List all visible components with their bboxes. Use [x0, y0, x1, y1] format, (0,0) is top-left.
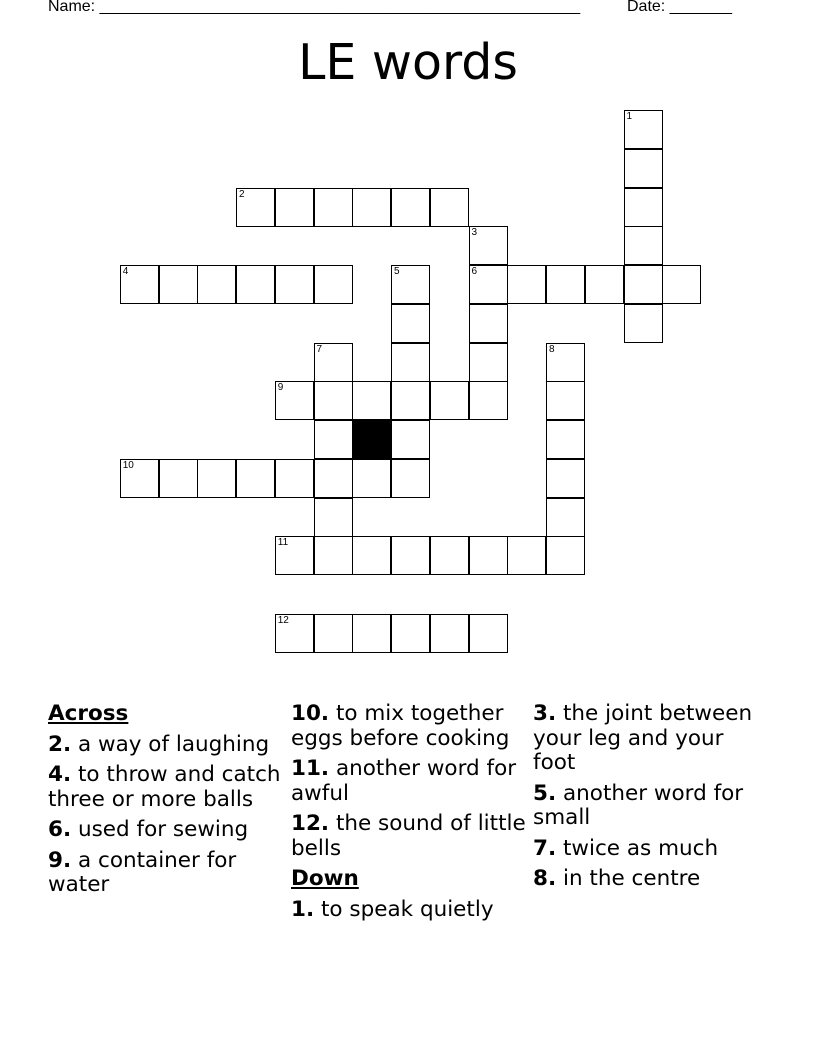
grid-cell[interactable]	[275, 381, 314, 420]
grid-cell[interactable]	[275, 265, 314, 304]
cell-number: 10	[122, 459, 134, 471]
clue-down-1	[291, 898, 527, 923]
down-heading: Down	[291, 866, 359, 891]
clue-text: another word for small	[533, 780, 744, 830]
grid-cell[interactable]	[391, 265, 430, 304]
clue-text: another word for awful	[291, 756, 517, 806]
grid-cell[interactable]	[120, 459, 159, 498]
grid-cell[interactable]	[469, 381, 508, 420]
grid-cell[interactable]	[624, 188, 663, 227]
grid-cell[interactable]	[546, 459, 585, 498]
grid-cell[interactable]	[469, 304, 508, 343]
grid-cell[interactable]	[624, 265, 663, 304]
clue-text: the joint between your leg and your foot	[533, 701, 753, 775]
across-heading: Across	[48, 701, 129, 726]
grid-cell[interactable]	[391, 343, 430, 382]
grid-cell[interactable]	[236, 188, 275, 227]
clue-number: 4.	[48, 762, 72, 787]
clue-number: 11.	[291, 756, 330, 781]
clue-across-2	[48, 733, 288, 758]
grid-cell[interactable]	[275, 614, 314, 653]
cell-number: 5	[394, 266, 400, 277]
grid-cell[interactable]	[430, 188, 469, 227]
grid-cell[interactable]	[391, 304, 430, 343]
grid-cell[interactable]	[546, 536, 585, 575]
clue-number: 2.	[48, 731, 72, 757]
grid-cell[interactable]	[314, 498, 353, 537]
date-field-label[interactable]: Date: _______	[627, 0, 732, 15]
grid-cell[interactable]	[314, 420, 353, 459]
grid-cell[interactable]	[391, 188, 430, 227]
grid-cell[interactable]	[430, 536, 469, 575]
clue-down-7	[533, 837, 753, 862]
grid-cell[interactable]	[236, 459, 275, 498]
cell-number: 11	[277, 537, 289, 549]
grid-cell[interactable]	[352, 536, 391, 575]
clue-number: 10.	[291, 701, 330, 726]
clue-number: 5.	[533, 780, 557, 806]
clues-column-1	[48, 702, 288, 904]
clue-number: 8.	[533, 866, 557, 891]
clue-text: to speak quietly	[320, 896, 494, 922]
grid-cell[interactable]	[391, 420, 430, 459]
clue-down-8	[533, 867, 753, 892]
cell-number: 2	[239, 188, 245, 200]
clue-number: 12.	[291, 811, 330, 836]
grid-cell[interactable]	[352, 188, 391, 227]
clue-down-5	[533, 782, 753, 831]
clue-number: 6.	[48, 817, 72, 842]
clues-column-3	[533, 702, 753, 898]
grid-cell[interactable]	[314, 343, 353, 382]
grid-cell[interactable]	[391, 536, 430, 575]
grid-cell[interactable]	[469, 343, 508, 382]
grid-cell[interactable]	[624, 110, 663, 149]
clue-text: the sound of little bells	[291, 811, 526, 861]
grid-cell[interactable]	[159, 459, 198, 498]
grid-cell[interactable]	[352, 459, 391, 498]
name-field-label[interactable]: Name: ______________________________________________________	[48, 0, 581, 15]
grid-cell[interactable]	[352, 614, 391, 653]
clue-number: 7.	[533, 835, 557, 861]
clue-across-9	[48, 849, 288, 898]
grid-cell[interactable]	[314, 381, 353, 420]
grid-cell[interactable]	[314, 536, 353, 575]
grid-cell[interactable]	[546, 343, 585, 382]
cell-number: 8	[549, 343, 555, 355]
clue-across-12	[291, 812, 527, 861]
grid-cell[interactable]	[430, 614, 469, 653]
grid-cell[interactable]	[624, 149, 663, 188]
clue-number: 1.	[291, 896, 315, 922]
grid-cell[interactable]	[546, 381, 585, 420]
grid-cell[interactable]	[314, 188, 353, 227]
grid-cell[interactable]	[159, 265, 198, 304]
grid-cell[interactable]	[197, 459, 236, 498]
grid-cell[interactable]	[391, 381, 430, 420]
clue-across-10	[291, 702, 527, 751]
grid-cell[interactable]	[624, 304, 663, 343]
clue-across-11	[291, 757, 527, 806]
grid-cell[interactable]	[275, 188, 314, 227]
grid-cell[interactable]	[469, 614, 508, 653]
grid-cell[interactable]	[275, 459, 314, 498]
grid-cell[interactable]	[314, 459, 353, 498]
grid-cell[interactable]	[469, 265, 508, 304]
grid-cell[interactable]	[197, 265, 236, 304]
clue-text: to mix together eggs before cooking	[291, 701, 510, 751]
grid-cell[interactable]	[546, 498, 585, 537]
clue-text: a container for water	[48, 847, 237, 897]
cell-number: 1	[626, 111, 633, 122]
grid-cell[interactable]	[314, 614, 353, 653]
clue-across-6	[48, 818, 288, 843]
clue-down-3	[533, 702, 753, 776]
grid-cell[interactable]	[546, 265, 585, 304]
page-title: LE words	[298, 34, 518, 91]
clue-text: used for sewing	[77, 817, 249, 842]
clue-number: 9.	[48, 847, 72, 873]
cell-number: 3	[471, 227, 478, 239]
clue-number: 3.	[533, 701, 557, 726]
grid-cell[interactable]	[120, 265, 159, 304]
grid-cell[interactable]	[507, 536, 546, 575]
grid-cell[interactable]	[236, 265, 275, 304]
clues-column-2	[291, 702, 527, 928]
clue-text: a way of laughing	[77, 731, 270, 757]
clue-across-4	[48, 763, 288, 812]
grid-cell[interactable]	[662, 265, 701, 304]
clue-text: twice as much	[562, 835, 719, 861]
grid-cell[interactable]	[507, 265, 546, 304]
grid-block	[352, 420, 391, 459]
grid-cell[interactable]	[546, 420, 585, 459]
grid-cell[interactable]	[430, 381, 469, 420]
cell-number: 6	[471, 266, 478, 277]
grid-cell[interactable]	[275, 536, 314, 575]
grid-cell[interactable]	[469, 536, 508, 575]
cell-number: 4	[122, 266, 129, 277]
grid-cell[interactable]	[624, 226, 663, 265]
grid-cell[interactable]	[352, 381, 391, 420]
grid-cell[interactable]	[585, 265, 624, 304]
grid-cell[interactable]	[469, 226, 508, 265]
clue-text: in the centre	[562, 866, 701, 891]
cell-number: 12	[277, 614, 289, 626]
cell-number: 7	[316, 343, 323, 355]
clue-text: to throw and catch three or more balls	[48, 762, 281, 812]
grid-cell[interactable]	[391, 459, 430, 498]
cell-number: 9	[277, 382, 284, 394]
grid-cell[interactable]	[314, 265, 353, 304]
grid-cell[interactable]	[391, 614, 430, 653]
